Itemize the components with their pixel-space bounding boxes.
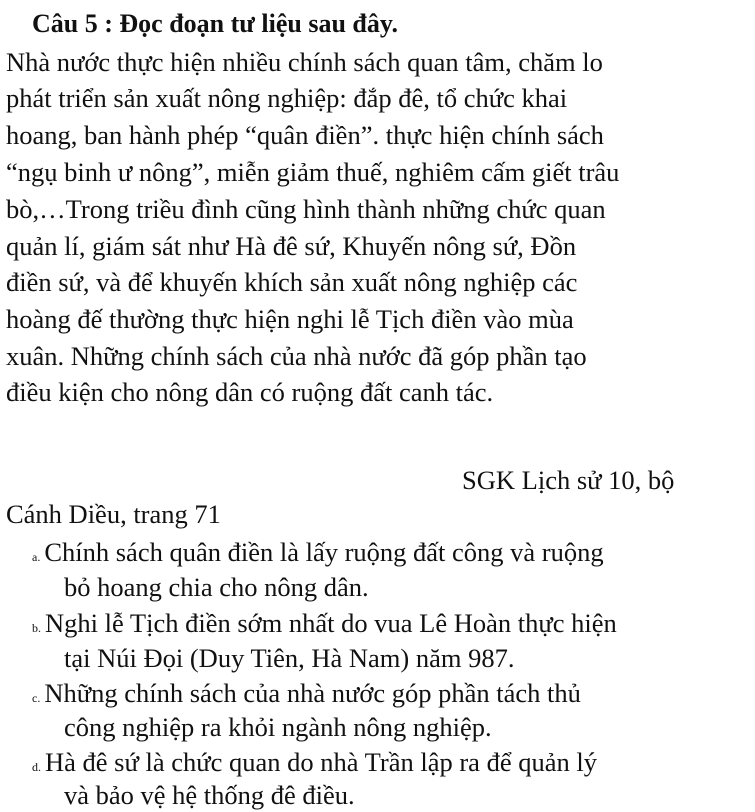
question-title: Câu 5 : Đọc đoạn tư liệu sau đây.	[32, 9, 398, 38]
passage-line: Nhà nước thực hiện nhiều chính sách quan tâm, chăm lo	[6, 47, 603, 77]
option-text: Chính sách quân điền là lấy ruộng đất công và ruộng	[44, 537, 604, 567]
option-a	[32, 535, 604, 574]
option-label: c.	[32, 691, 41, 705]
option-text: Những chính sách của nhà nước góp phần tách thủ	[44, 678, 581, 708]
option-text: Hà đê sứ là chức quan do nhà Trần lập ra để quản lý	[45, 747, 597, 777]
passage-line: quản lí, giám sát như Hà đê sứ, Khuyến nông sứ, Đồn	[6, 231, 577, 261]
source-citation-line-1: SGK Lịch sử 10, bộ	[462, 465, 675, 495]
option-label: d.	[32, 760, 41, 774]
option-b	[32, 606, 617, 645]
option-b-continuation: tại Núi Đọi (Duy Tiên, Hà Nam) năm 987.	[64, 643, 515, 673]
passage-line: bò,…Trong triều đình cũng hình thành những chức quan	[6, 194, 606, 224]
source-citation-line-2: Cánh Diều, trang 71	[6, 499, 221, 529]
passage-line: hoàng đế thường thực hiện nghi lễ Tịch điền vào mùa	[6, 304, 574, 334]
passage-line: phát triển sản xuất nông nghiệp: đắp đê, tổ chức khai	[6, 83, 568, 113]
passage-line: hoang, ban hành phép “quân điền”. thực hiện chính sách	[6, 120, 604, 150]
option-c-continuation: công nghiệp ra khỏi ngành nông nghiệp.	[64, 712, 492, 742]
passage-line: xuân. Những chính sách của nhà nước đã góp phần tạo	[6, 341, 587, 371]
option-text: Nghi lễ Tịch điền sớm nhất do vua Lê Hoàn thực hiện	[45, 608, 617, 638]
option-a-continuation: bỏ hoang chia cho nông dân.	[64, 572, 369, 602]
passage-line: điều kiện cho nông dân có ruộng đất canh tác.	[6, 377, 494, 407]
option-d-continuation: và bảo vệ hệ thống đê điều.	[64, 780, 355, 810]
option-label: a.	[32, 550, 41, 564]
passage-line: điền sứ, và để khuyến khích sản xuất nông nghiệp các	[6, 267, 578, 297]
passage-line: “ngụ binh ư nông”, miễn giảm thuế, nghiêm cấm giết trâu	[6, 157, 620, 187]
option-label: b.	[32, 621, 41, 635]
